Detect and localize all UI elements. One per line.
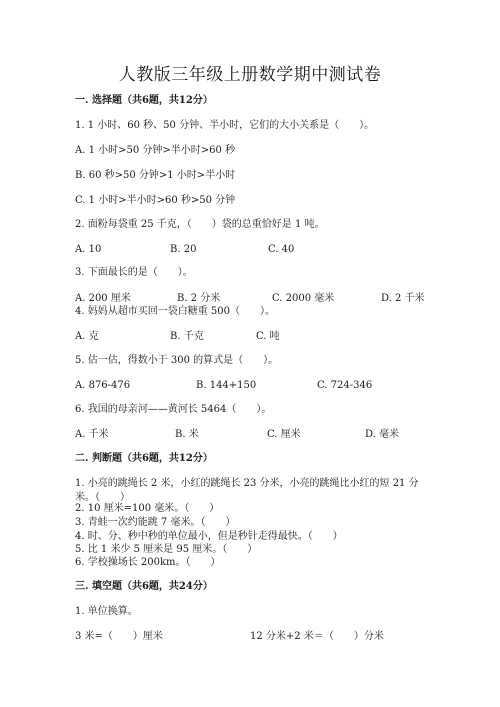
question-5-option-b: B. 144+150 — [196, 380, 257, 391]
judge-5: 5. 比 1 米少 5 厘米是 95 厘米。（ ） — [75, 544, 258, 555]
question-3-option-a: A. 200 厘米 — [75, 293, 131, 304]
question-6-option-c: C. 厘米 — [267, 429, 301, 440]
judge-6: 6. 学校操场长 200km。（ ） — [75, 557, 221, 568]
fill-1-left: 3 米=（ ）厘米 — [75, 631, 163, 642]
question-3-option-b: B. 2 分米 — [177, 293, 221, 304]
judge-4: 4. 时、分、秒中秒的单位最小，但是秒针走得最快。（ ） — [75, 531, 343, 542]
question-1-option-b: B. 60 秒>50 分钟>1 小时>半小时 — [75, 170, 236, 181]
question-2-option-c: C. 40 — [268, 244, 295, 255]
judge-1: 1. 小亮的跳绳长 2 米，小红的跳绳长 23 分米，小亮的跳绳比小红的短 21 分米。（ ） — [75, 478, 419, 503]
question-4-stem: 4. 妈妈从超市买回一袋白糖重 500（ ）。 — [75, 306, 275, 317]
section-heading-choice: 一. 选择题（共6题，共12分） — [75, 95, 213, 106]
page-title: 人教版三年级上册数学期中测试卷 — [118, 65, 382, 85]
question-4-option-b: B. 千克 — [170, 331, 204, 342]
question-6-option-b: B. 米 — [175, 429, 199, 440]
question-6-option-a: A. 千米 — [75, 429, 109, 440]
question-5-option-a: A. 876-476 — [75, 380, 131, 391]
question-3-stem: 3. 下面最长的是（ ）。 — [75, 267, 193, 278]
judge-3: 3. 青蛙一次约能跳 7 毫米。（ ） — [75, 517, 236, 528]
question-2-stem: 2. 面粉每袋重 25 千克，（ ）袋的总重恰好是 1 吨。 — [75, 219, 325, 230]
section-heading-judge: 二. 判断题（共6题，共12分） — [75, 453, 213, 464]
question-1-stem: 1. 1 小时、60 秒、50 分钟、半小时，它们的大小关系是（ ）。 — [75, 120, 375, 131]
judge-2: 2. 10 厘米=100 毫米。（ ） — [75, 503, 220, 514]
question-3-option-d: D. 2 千米 — [381, 293, 425, 304]
question-3-option-c: C. 2000 毫米 — [272, 293, 335, 304]
question-5-option-c: C. 724-346 — [317, 380, 373, 391]
question-6-stem: 6. 我国的母亲河——黄河长 5464（ ）。 — [75, 404, 272, 415]
question-6-option-d: D. 毫米 — [365, 429, 400, 440]
question-5-stem: 5. 估一估，得数小于 300 的算式是（ ）。 — [75, 355, 279, 366]
question-4-option-a: A. 克 — [75, 331, 99, 342]
question-2-option-a: A. 10 — [75, 244, 102, 255]
fill-1-right: 12 分米+2 米＝（ ）分米 — [250, 631, 384, 642]
fill-1-stem: 1. 单位换算。 — [75, 606, 138, 617]
question-1-option-c: C. 1 小时>半小时>60 秒>50 分钟 — [75, 195, 236, 206]
question-2-option-b: B. 20 — [170, 244, 197, 255]
question-1-option-a: A. 1 小时>50 分钟>半小时>60 秒 — [75, 145, 236, 156]
section-heading-fill: 三. 填空题（共6题，共24分） — [75, 581, 213, 592]
question-4-option-c: C. 吨 — [256, 331, 280, 342]
